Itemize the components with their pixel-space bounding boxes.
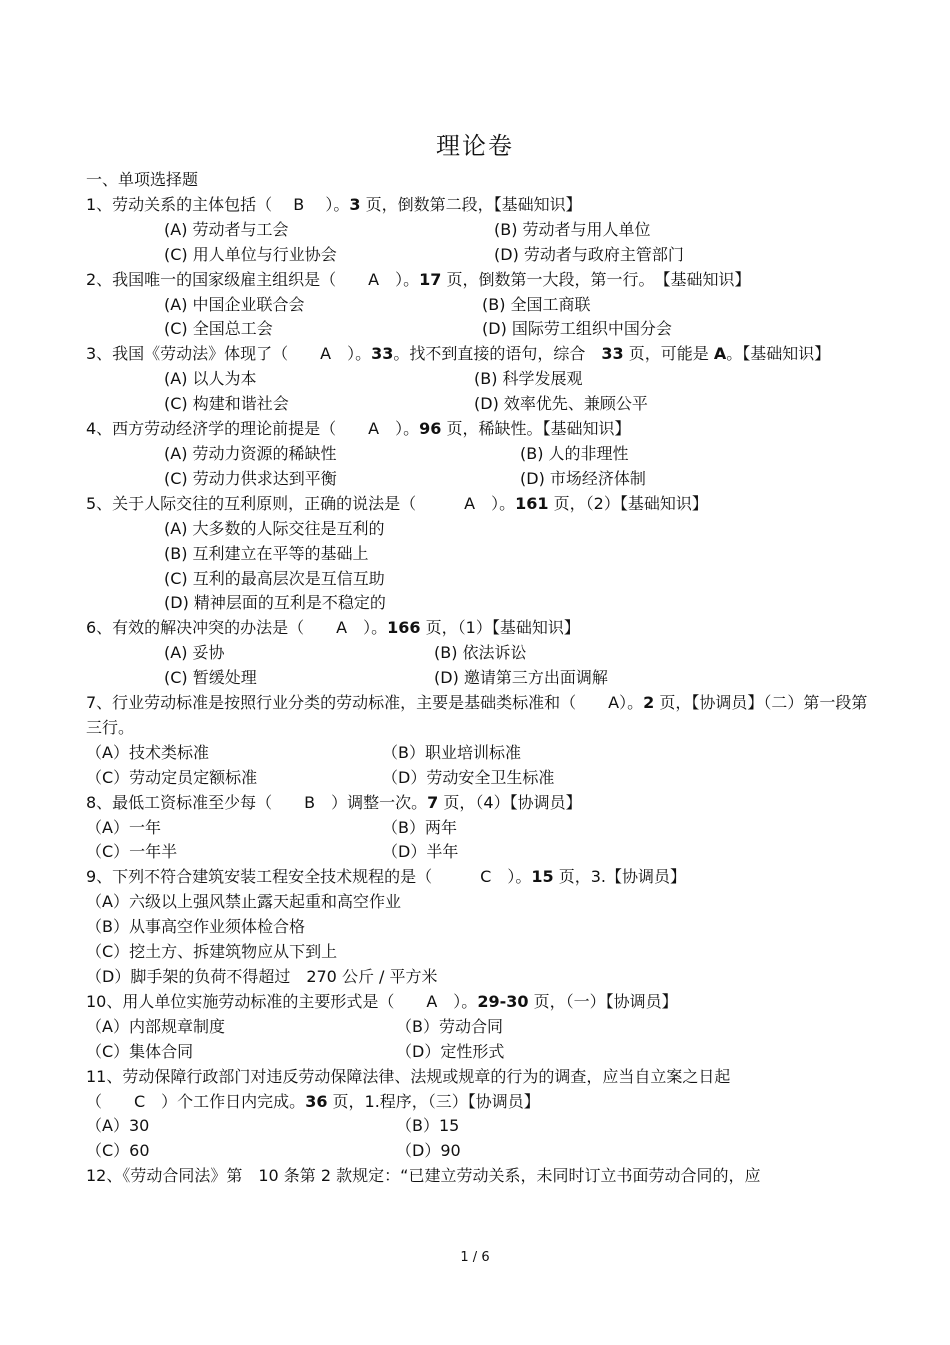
question-7: 7、行业劳动标准是按照行业分类的劳动标准，主要是基础类标准和（ A）。2 页，【协调员】（二）第一段第三行。 [86, 693, 868, 737]
question-8: 8、最低工资标准至少每（ B ）调整一次。7 页，（4）【协调员】 [86, 792, 582, 812]
options-row [86, 641, 876, 666]
option-b: （B）从事高空作业须体检合格 [86, 917, 305, 937]
option-d: (D) 国际劳工组织中国分会 [482, 319, 672, 339]
options-row [86, 1015, 876, 1040]
option-a: （A）技术类标准 [86, 742, 209, 762]
question-4: 4、西方劳动经济学的理论前提是（ A ）。96 页，稀缺性。【基础知识】 [86, 419, 631, 439]
option-a: (A) 劳动力资源的稀缺性 [164, 443, 337, 463]
options-row [86, 1139, 876, 1164]
option-b: （B）15 [396, 1116, 460, 1136]
option-b: (B) 互利建立在平等的基础上 [164, 543, 369, 563]
page-number: 1 / 6 [460, 1250, 490, 1265]
option-a: (A) 中国企业联合会 [164, 294, 305, 314]
options-row [86, 218, 876, 243]
option-d: （D）90 [396, 1141, 461, 1161]
options-row [86, 392, 876, 417]
option-d: (D) 劳动者与政府主管部门 [494, 244, 684, 264]
options-row [86, 467, 876, 492]
option-c: （C）一年半 [86, 842, 178, 862]
options-row [86, 1040, 876, 1065]
option-c: (C) 用人单位与行业协会 [164, 244, 337, 264]
options-row [86, 293, 876, 318]
option-b: (B) 依法诉讼 [434, 643, 527, 663]
option-b: （B）劳动合同 [396, 1016, 503, 1036]
options-row [86, 840, 876, 865]
options-row [86, 666, 876, 691]
option-b: (B) 科学发展观 [474, 369, 583, 389]
question-list [86, 168, 876, 1189]
question-6: 6、有效的解决冲突的办法是（ A ）。166 页，（1）【基础知识】 [86, 618, 580, 638]
option-a: (A) 以人为本 [164, 369, 257, 389]
option-d: (D) 市场经济体制 [520, 468, 646, 488]
question-12: 12、《劳动合同法》第 10 条第 2 款规定：“已建立劳动关系，未同时订立书面劳动合同的，应 [86, 1166, 761, 1186]
option-a: (A) 妥协 [164, 643, 225, 663]
option-d: （D）定性形式 [396, 1041, 505, 1061]
option-d: （D）半年 [382, 842, 459, 862]
page-title: 理论卷 [436, 132, 514, 160]
option-c: (C) 构建和谐社会 [164, 394, 289, 414]
section-heading: 一、单项选择题 [86, 170, 199, 189]
option-c: (C) 互利的最高层次是互信互助 [164, 568, 385, 588]
question-2: 2、我国唯一的国家级雇主组织是（ A ）。17 页，倒数第一大段，第一行。 【基础知识】 [86, 269, 751, 289]
option-a: (A) 大多数的人际交往是互利的 [164, 518, 385, 538]
option-a: （A）六级以上强风禁止露天起重和高空作业 [86, 892, 401, 912]
option-a: （A）30 [86, 1116, 150, 1136]
options-row [86, 442, 876, 467]
option-b: (B) 人的非理性 [520, 443, 629, 463]
question-11-continued: （ C ）个工作日内完成。36 页，1.程序，（三）【协调员】 [86, 1091, 540, 1111]
question-11: 11、劳动保障行政部门对违反劳动保障法律、法规或规章的行为的调查，应当自立案之日起 [86, 1066, 731, 1086]
question-10: 10、用人单位实施劳动标准的主要形式是（ A ）。29-30 页，（一）【协调员】 [86, 991, 678, 1011]
options-row [86, 243, 876, 268]
option-c: （C）60 [86, 1141, 150, 1161]
options-row [86, 766, 876, 791]
option-b: (B) 全国工商联 [482, 294, 591, 314]
options-row [86, 1114, 876, 1139]
option-c: （C）劳动定员定额标准 [86, 767, 258, 787]
option-b: （B）职业培训标准 [382, 742, 521, 762]
option-b: (B) 劳动者与用人单位 [494, 219, 651, 239]
option-b: （B）两年 [382, 817, 457, 837]
option-d: (D) 精神层面的互利是不稳定的 [164, 593, 386, 613]
option-d: （D）脚手架的负荷不得超过 270 公斤 / 平方米 [86, 967, 438, 986]
question-3: 3、我国《劳动法》体现了（ A ）。33。找不到直接的语句，综合 33 页，可能是 A。【基础知识】 [86, 344, 831, 364]
option-c: (C) 劳动力供求达到平衡 [164, 468, 337, 488]
question-9: 9、下列不符合建筑安装工程安全技术规程的是（ C ）。15 页，3.【协调员】 [86, 867, 686, 887]
options-row [86, 816, 876, 841]
options-row [86, 317, 876, 342]
option-d: (D) 效率优先、兼顾公平 [474, 394, 648, 414]
option-d: （D）劳动安全卫生标准 [382, 767, 555, 787]
option-c: （C）集体合同 [86, 1041, 194, 1061]
option-c: (C) 暂缓处理 [164, 668, 257, 688]
option-c: (C) 全国总工会 [164, 319, 273, 339]
options-row [86, 741, 876, 766]
option-d: (D) 邀请第三方出面调解 [434, 668, 608, 688]
option-a: (A) 劳动者与工会 [164, 219, 289, 239]
option-a: （A）内部规章制度 [86, 1016, 225, 1036]
question-1: 1、劳动关系的主体包括（ B ）。3 页，倒数第二段，【基础知识】 [86, 194, 582, 214]
option-a: （A）一年 [86, 817, 161, 837]
question-5: 5、关于人际交往的互利原则，正确的说法是（ A ）。161 页，（2）【基础知识】 [86, 493, 708, 513]
options-row [86, 367, 876, 392]
option-c: （C）挖土方、拆建筑物应从下到上 [86, 942, 338, 962]
